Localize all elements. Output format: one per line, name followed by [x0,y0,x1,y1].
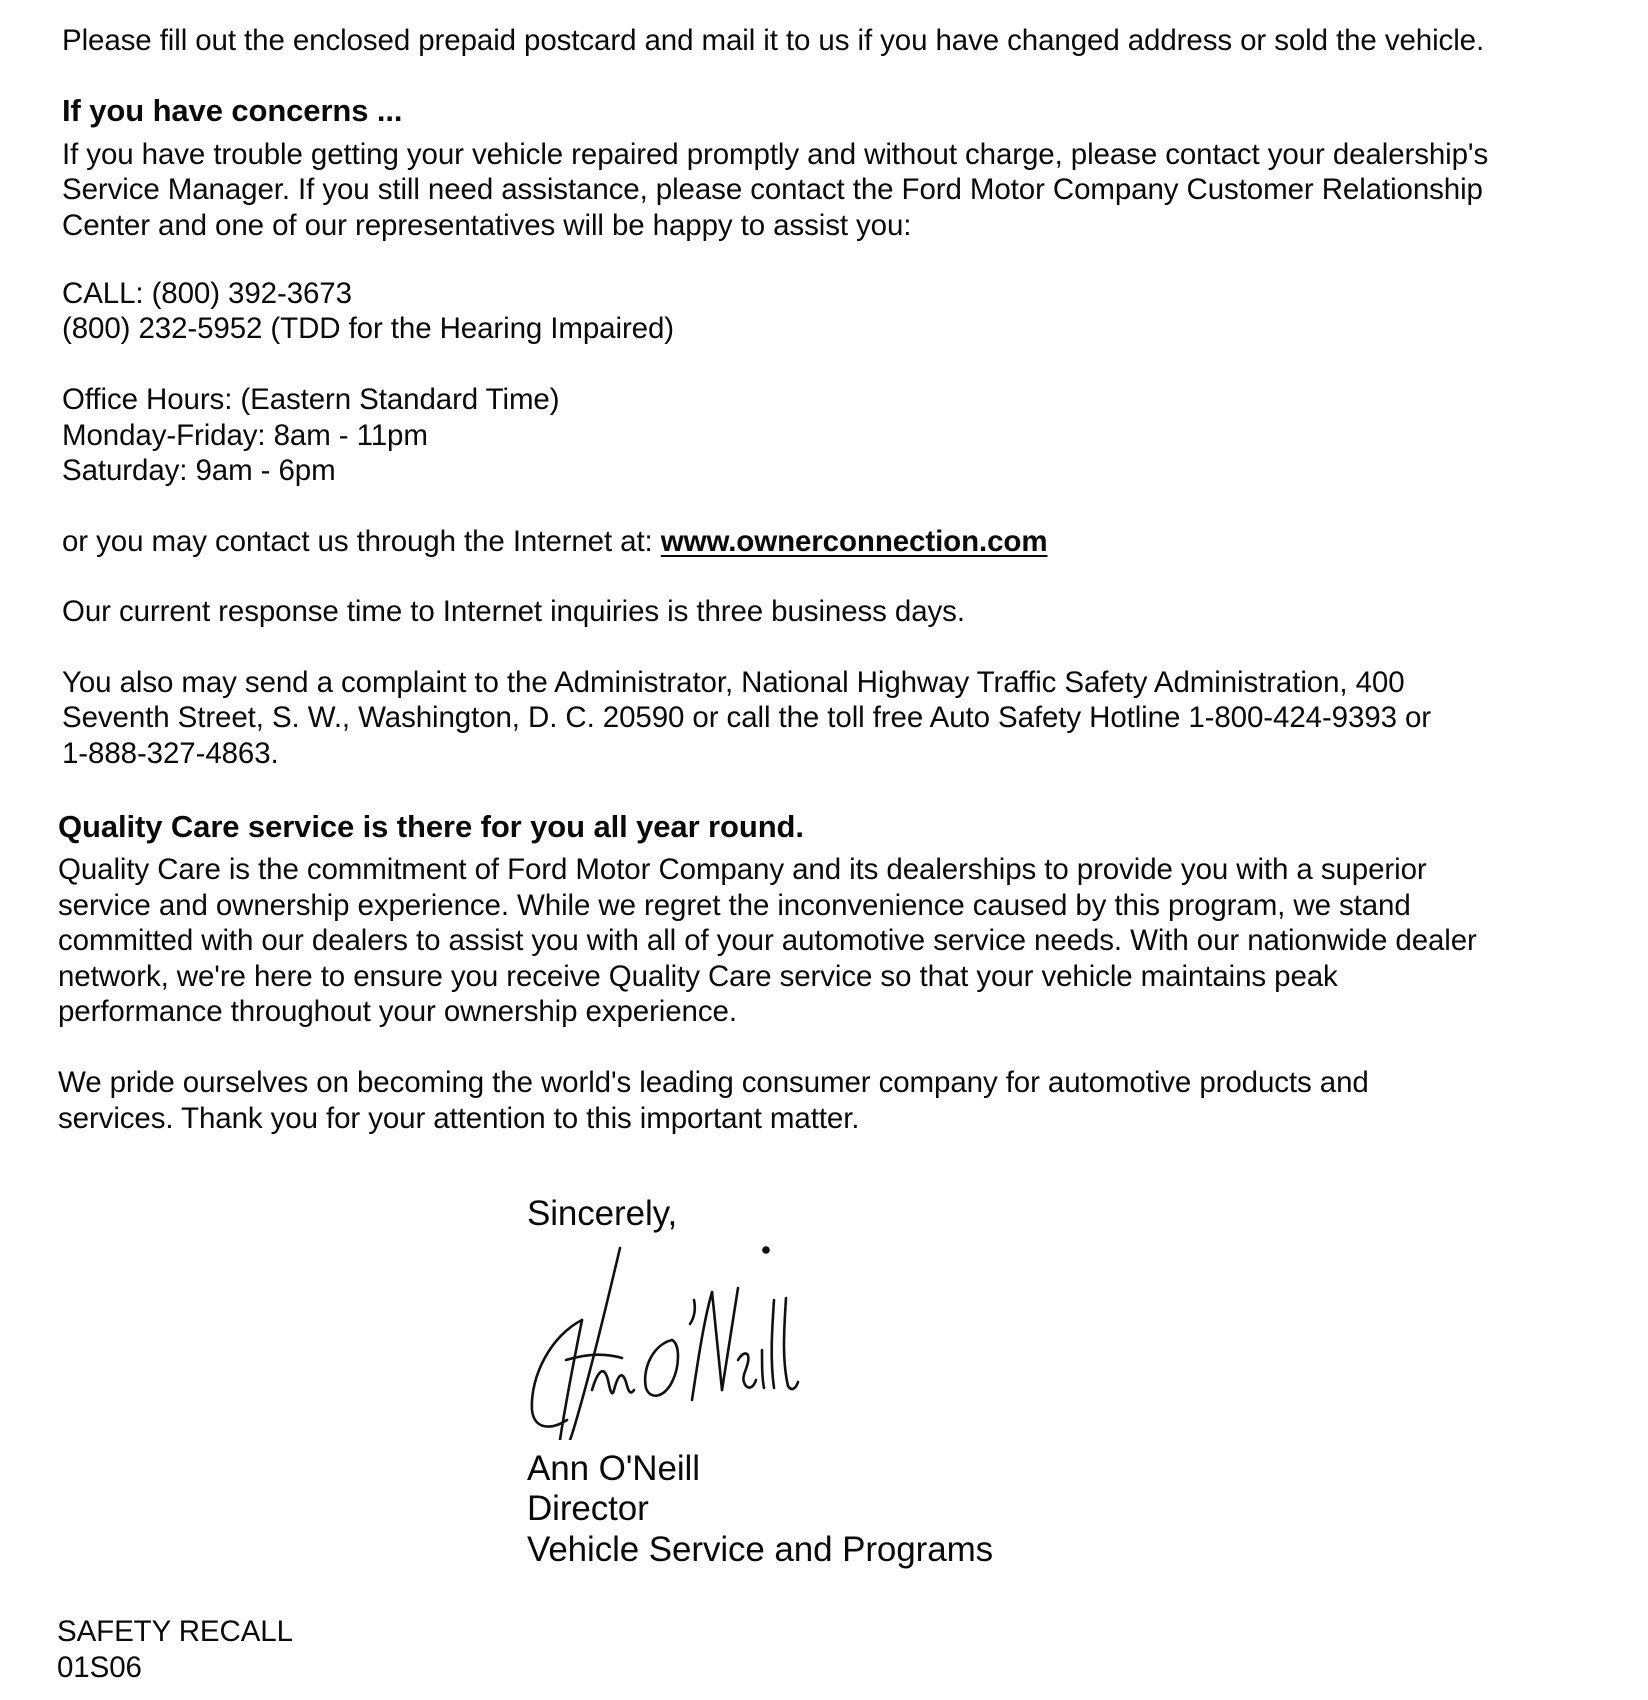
response-time: Our current response time to Internet inquiries is three business days. [62,595,965,628]
quality-line: Quality Care is the commitment of Ford Motor Company and its dealerships to provide you with a superior [58,853,1427,886]
quality-line: service and ownership experience. While we regret the inconvenience caused by this program, we stand [58,889,1411,922]
signer-title: Director [527,1489,649,1528]
signer-name: Ann O'Neill [527,1449,700,1488]
signer-department: Vehicle Service and Programs [527,1530,994,1569]
complaint-line: You also may send a complaint to the Administrator, National Highway Traffic Safety Administration, 400 [62,666,1405,699]
quality-line: network, we're here to ensure you receive Quality Care service so that your vehicle maintains peak [58,960,1338,993]
internet-contact [62,524,1047,560]
recall-label: SAFETY RECALL [57,1615,293,1648]
concerns-line: If you have trouble getting your vehicle repaired promptly and without charge, please contact your dealership's [62,138,1489,171]
concerns-heading: If you have concerns ... [62,93,403,128]
quality-line: performance throughout your ownership experience. [58,995,737,1028]
intro-paragraph: Please fill out the enclosed prepaid postcard and mail it to us if you have changed address or sold the vehicle. [62,24,1485,57]
quality-line: committed with our dealers to assist you with all of your automotive service needs. With our nationwide dealer [58,924,1477,957]
recall-number: 01S06 [57,1651,142,1684]
complaint-line: 1-888-327-4863. [62,737,279,770]
office-hours-saturday: Saturday: 9am - 6pm [62,454,336,487]
salutation: Sincerely, [527,1194,678,1233]
office-hours-title: Office Hours: (Eastern Standard Time) [62,383,560,416]
concerns-line: Service Manager. If you still need assistance, please contact the Ford Motor Company Customer Relationship [62,173,1483,206]
closing-line: We pride ourselves on becoming the world's leading consumer company for automotive products and [58,1066,1369,1099]
tdd-phone: (800) 232-5952 (TDD for the Hearing Impaired) [62,312,675,345]
handwritten-signature [522,1240,842,1440]
closing-line: services. Thank you for your attention to this important matter. [58,1102,860,1135]
complaint-line: Seventh Street, S. W., Washington, D. C. 20590 or call the toll free Auto Safety Hotline 1-800-424-9393 or [62,701,1432,734]
call-phone: CALL: (800) 392-3673 [62,277,352,310]
website-link[interactable]: www.ownerconnection.com [660,525,1048,558]
quality-heading: Quality Care service is there for you all year round. [58,809,804,844]
office-hours-weekday: Monday-Friday: 8am - 11pm [62,419,428,452]
concerns-line: Center and one of our representatives will be happy to assist you: [62,209,912,242]
internet-contact-text: or you may contact us through the Internet at: [62,525,661,558]
